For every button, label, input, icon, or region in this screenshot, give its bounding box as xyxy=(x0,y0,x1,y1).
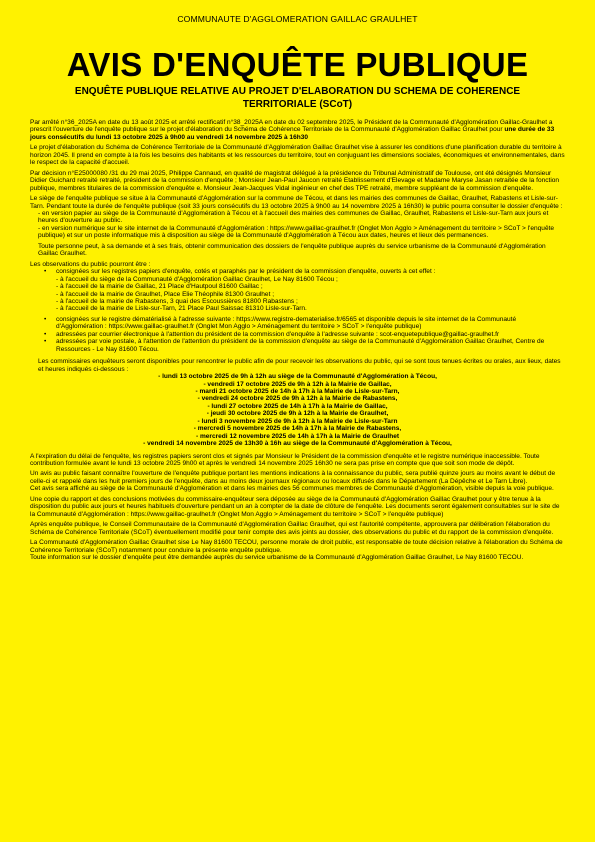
report-paragraph: Une copie du rapport et des conclusions motivées du commissaire-enquêteur sera déposée au siège de la Communauté d'Agglomération Gaillac Graulhet pour y être tenue à la disposition du public aux jours et heures habituels d'ouverture pendant un an à compter de la date de clôture de l'enquête. Les documents seront également consultables sur le site de la Communauté d'Agglomération : https://www.gaillac-graulhet.fr (Onglet Mon Agglo > Aménagement du territoire > SCoT > l'enquête publique) xyxy=(30,495,560,518)
info-paragraph: Toute information sur le dossier d'enquête peut être demandée auprès du service urbanisme de la Communauté d'Agglomération Gaillac Graulhet, Le Nay 81600 TECOU. xyxy=(30,554,524,562)
bullet-icon: • xyxy=(44,268,47,276)
observations-lead: Les observations du public pourront être : xyxy=(30,260,151,268)
responsible-paragraph: La Communauté d'Agglomération Gaillac Graulhet sise Le Nay 81600 TECOU, personne morale de droit public, est responsable de toute décision relative à l'élaboration du Schéma de Cohérence Territoriale (SCoT) notamment pour conduire la présente enquête publique. xyxy=(30,539,563,554)
register-site: - à l'accueil de la mairie de Lisle-sur-Tarn, 21 Place Paul Saissac 81310 Lisle-sur-Tarn. xyxy=(56,305,307,313)
schedule-item: - vendredi 24 octobre 2025 de 9h à 12h à la Mairie de Rabastens, xyxy=(197,395,398,403)
register-site: - à l'accueil de la mairie de Gaillac, 21 Place d'Hautpoul 81600 Gaillac ; xyxy=(56,283,263,291)
register-site: - à l'accueil de la mairie de Rabastens, 3 quai des Escoussières 81800 Rabastens ; xyxy=(56,297,298,305)
intro-paragraph xyxy=(30,119,565,141)
bullet-icon: • xyxy=(44,315,47,323)
list-item-text: adressées par courrier électronique à l'attention du président de la commission d'enquête à l'adresse suivante : scot-enquetepublique@gaillac-graulhet.fr xyxy=(56,330,500,338)
intro-duration: une durée de 33 jours consécutifs du lundi 13 octobre 2025 à 9h00 au vendredi 14 novembre 2025 à 16h30 xyxy=(30,126,555,141)
consult-paper: - en version papier au siège de la Communauté d'Agglomération à Técou et à l'accueil des mairies des communes de Gaillac, Graulhet, Rabastens et Lisle-sur-Tarn aux jours et heures d'ouverture au public. xyxy=(38,209,549,225)
communication-paragraph: Toute personne peut, à sa demande et à ses frais, obtenir communication des dossiers de l'enquête publique auprès du service urbanisme de la Communauté d'Agglomération Gaillac Graulhet. xyxy=(38,242,546,258)
list-item-text: adressées par voie postale, à l'attention de l'attention du président de la commission d'enquête au siège de la Communauté d'Agglomération Gaillac Graulhet, Centre de Ressources - Le Nay 81600 Técou. xyxy=(56,338,545,353)
list-item-registers xyxy=(30,268,565,275)
page-subtitle: ENQUÊTE PUBLIQUE RELATIVE AU PROJET D'ELABORATION DU SCHEMA DE COHERENCE TERRITORIALE (SCoT) xyxy=(74,86,521,110)
display-paragraph: Cet avis sera affiché au siège de la Communauté d'Agglomération et dans les mairies des 56 communes membres de Communauté d'Agglomération, visible depuis la voie publique. xyxy=(30,485,554,493)
schedule-item: - vendredi 14 novembre 2025 de 13h30 à 16h au siège de la Communauté d'Agglomération à Técou, xyxy=(143,440,452,448)
bullet-icon: • xyxy=(44,338,47,346)
commission-paragraph: Par décision n°E25000080 /31 du 29 mai 2025, Philippe Cannaud, en qualité de magistrat délégué à la présidence du Tribunal Administratif de Toulouse, ont été désignés Monsieur Didier Guichard retraité retraité, président de la commission d'enquête ; Monsieur Jean-Paul Jaucon retraité Etablissement d'Elevage et Madame Maryse Jasan retraitée de la fonction publique, membres titulaires de la commission d'enquête e. Monsieur Jean-Jacques Vidal ingénieur en chef des TPE retraité, membre suppléant de la commission d'enquête. xyxy=(30,169,560,192)
schedule-item: - vendredi 17 octobre 2025 de 9h à 12h à la Mairie de Gaillac, xyxy=(203,380,392,388)
schedule-item: - mercredi 5 novembre 2025 de 14h à 17h à la Mairie de Rabastens, xyxy=(193,425,402,433)
schedule-item: - mercredi 12 novembre 2025 de 14h à 17h à la Mairie de Graulhet xyxy=(195,432,400,440)
register-sites xyxy=(30,276,565,313)
list-item-postal xyxy=(30,338,565,353)
approval-paragraph: Après enquête publique, le Conseil Communautaire de la Communauté d'Agglomération Gaillac Graulhet, qui est l'autorité compétente, approuvera par délibération l'élaboration du Schéma de Cohérence Territoriale (SCoT) éventuellement modifié pour tenir compte des avis joints au dossier, des observations du public et du rapport de la commission d'enquête. xyxy=(30,521,554,536)
project-paragraph: Le projet d'élaboration du Schéma de Cohérence Territoriale de la Communauté d'Agglomération Gaillac Graulhet vise à assurer les conditions d'une planification durable du territoire à horizon 2045. Il prend en compte à la fois les besoins des habitants et les ressources du territoire, tout en conjuguant les dimensions sociales, économiques et environnementales, dans le respect de la capacité d'accueil. xyxy=(30,144,565,167)
page-title: AVIS D'ENQUÊTE PUBLIQUE xyxy=(66,46,529,83)
schedule-item: - mardi 21 octobre 2025 de 14h à 17h à la Mairie de Lisle-sur-Tarn, xyxy=(195,387,400,395)
register-site: - à l'accueil du siège de la Communauté d'Agglomération Gaillac Graulhet, Le Nay 81600 Técou ; xyxy=(56,275,338,283)
list-item-dematerialized xyxy=(30,316,565,331)
list-item-text: consignées sur les registres papiers d'enquête, cotés et paraphés par le président de la commission d'enquête, ouverts à cet effet : xyxy=(56,268,436,276)
list-item-email xyxy=(30,331,565,338)
schedule-item: - lundi 27 octobre 2025 de 14h à 17h à la Mairie de Gaillac, xyxy=(207,402,388,410)
permanences-schedule xyxy=(30,373,565,448)
consult-digital: - en version numérique sur le site internet de la Communauté d'Agglomération : https://www.gaillac-graulhet.fr (Onglet Mon Agglo > Aménagement du territoire > SCoT > l'enquête publique) et sur un poste informatique mis à disposition au siège de la Communauté d'Agglomération à Técou aux dates, heures et lieux des permanences. xyxy=(38,224,555,240)
list-item-text: consignées sur le registre dématérialisé à l'adresse suivante : https://www.registre-dematerialise.fr/6565 et disponible depuis le site internet de la Communauté d'Agglomération : https://www.gaillac-graulhet.fr (Onglet Mon Agglo > Aménagement du territoire > SCoT > l'enquête publique) xyxy=(56,315,517,331)
schedule-item: - lundi 3 novembre 2025 de 9h à 12h à la Mairie de Lisle-sur-Tarn xyxy=(197,417,398,425)
permanences-lead: Les commissaires enquêteurs seront disponibles pour rencontrer le public afin de pour recevoir les observations du public, qui se sont tous tenues écrites ou orales, aux lieux, dates et heures indiqués ci-dessous : xyxy=(38,358,561,373)
schedule-item: - lundi 13 octobre 2025 de 9h à 12h au siège de la Communauté d'Agglomération à Técou, xyxy=(158,373,437,381)
register-site: - à l'accueil de la mairie de Graulhet, Place Elie Théophile 81300 Graulhet ; xyxy=(56,290,275,298)
closing-paragraph: A l'expiration du délai de l'enquête, les registres papiers seront clos et signés par Monsieur le Président de la commission d'enquête et le registre numérique inaccessible. Toute contribution formulée avant le lundi 13 octobre 2025 9h00 et après le vendredi 14 novembre 2025 16h30 ne sera pas prise en compte que que soit son mode de dépôt. xyxy=(30,452,540,468)
intro-text: Par arrêté n°36_2025A en date du 13 août 2025 et arrêté rectificatif n°38_2025A en date du 02 septembre 2025, le Président de la Communauté d'Agglomération Gaillac-Graulhet a prescrit l'ouverture de l'enquête publique sur le projet d'élaboration du Schéma de Cohérence Territoriale de la Communauté d'Agglomération Gaillac Graulhet pour xyxy=(30,119,553,134)
siege-paragraph: Le siège de l'enquête publique se situe à la Communauté d'Agglomération sur la commune de Técou, et dans les mairies des communes de Gaillac, Graulhet, Rabastens et Lisle-sur-Tarn. Pendant toute la durée de l'enquête publique (soit 33 jours consécutifs du 13 octobre 2025 à 9h00 au 14 novembre 2025 à 16h30) le public pourra consulter le dossier d'enquête : xyxy=(30,195,563,210)
schedule-item: - jeudi 30 octobre 2025 de 9h à 12h à la Mairie de Graulhet, xyxy=(206,410,389,418)
press-paragraph: Un avis au public faisant connaître l'ouverture de l'enquête publique portant les mentions indications à la connaissance du public, sera publié quinze jours au moins avant le début de celle-ci et rappelé dans les huit premiers jours de l'enquête, dans au moins deux journaux régionaux ou locaux diffusés dans le Département (La Dépêche et Le Tarn Libre). xyxy=(30,470,556,485)
notice-body xyxy=(30,119,565,561)
bullet-icon: • xyxy=(44,330,47,338)
organization-name: COMMUNAUTE D'AGGLOMERATION GAILLAC GRAULHET xyxy=(177,14,418,24)
